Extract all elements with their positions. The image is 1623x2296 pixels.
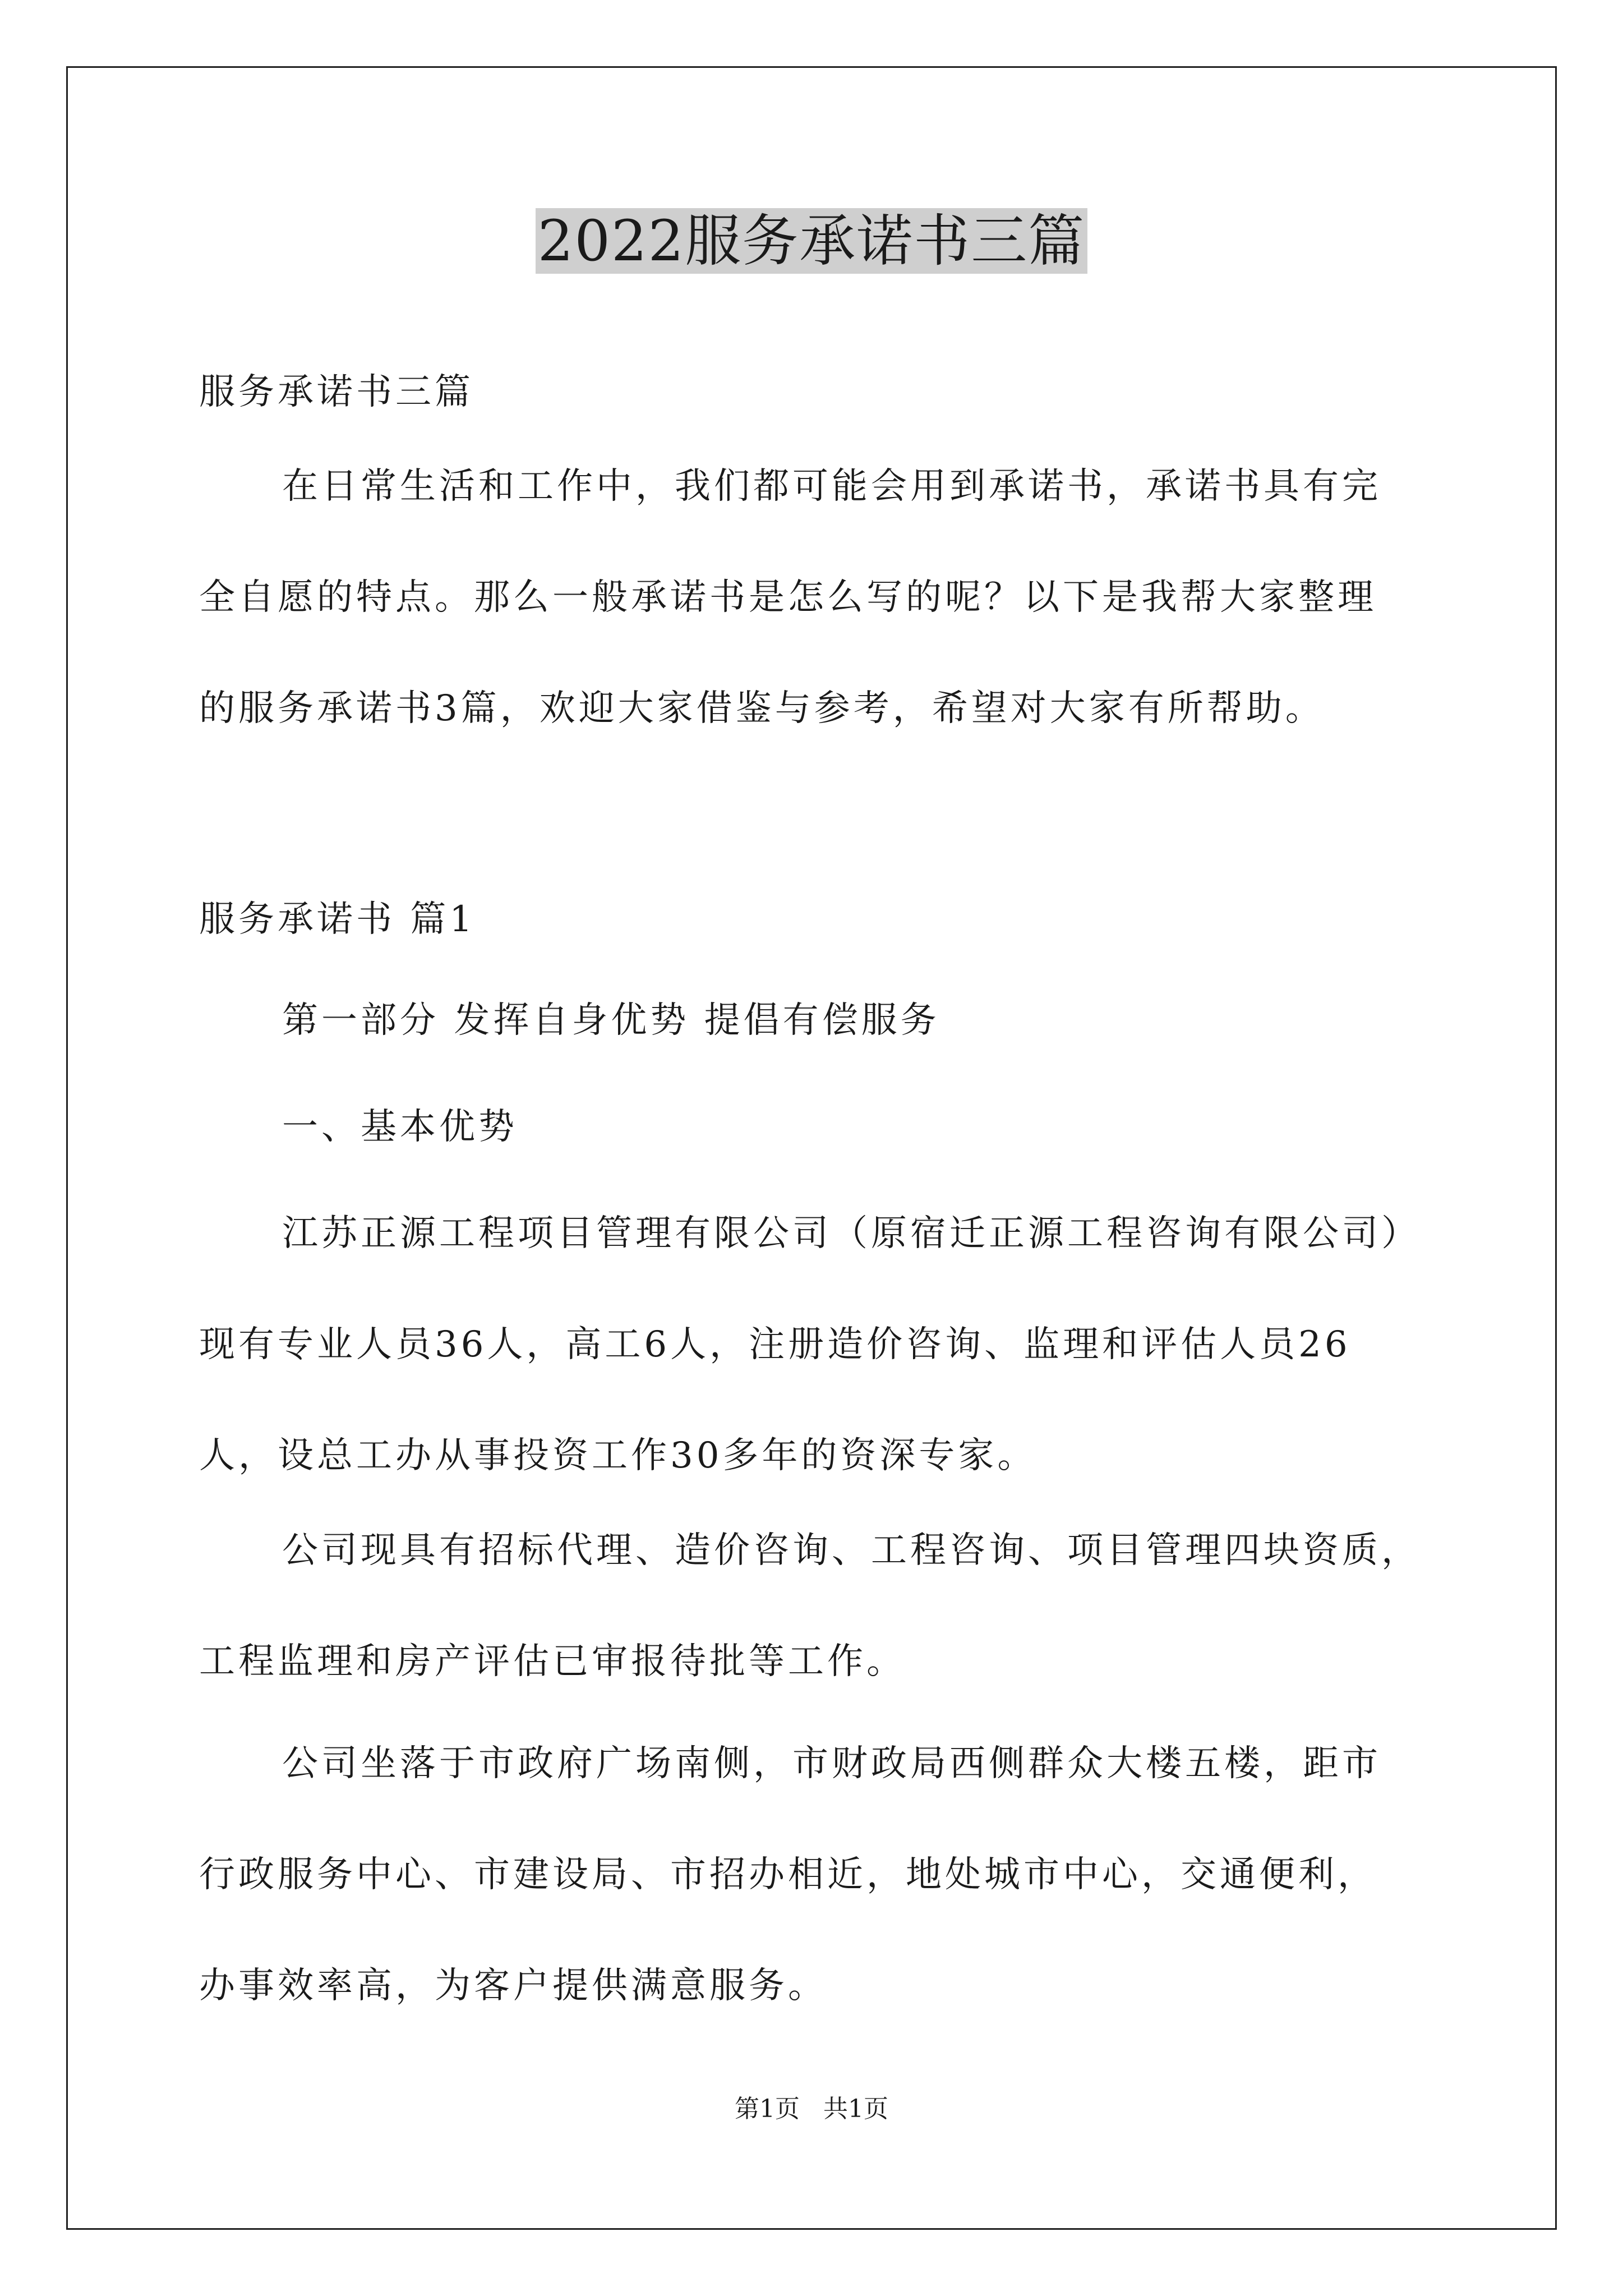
- location-line-1: 公司坐落于市政府广场南侧，市财政局西侧群众大楼五楼，距市: [282, 1743, 1381, 1784]
- document-title-text: 2022服务承诺书三篇: [536, 208, 1088, 274]
- intro-line-1: 在日常生活和工作中，我们都可能会用到承诺书，承诺书具有完: [282, 466, 1381, 507]
- qualification-paragraph: [199, 1495, 1438, 1717]
- company-line-1: 江苏正源工程项目管理有限公司（原宿迁正源工程咨询有限公司）: [282, 1213, 1421, 1254]
- part-heading: 第一部分 发挥自身优势 提倡有偿服务: [282, 1000, 940, 1041]
- company-paragraph: [199, 1178, 1438, 1511]
- intro-line-2: 全自愿的特点。那么一般承诺书是怎么写的呢？以下是我帮大家整理: [199, 577, 1377, 618]
- company-line-2: 现有专业人员36人，高工6人，注册造价咨询、监理和评估人员26: [199, 1324, 1351, 1365]
- subtitle: 服务承诺书三篇: [199, 371, 474, 413]
- section-heading: 服务承诺书 篇1: [199, 899, 476, 940]
- document-title: [0, 199, 1623, 283]
- location-line-3: 办事效率高，为客户提供满意服务。: [199, 1965, 827, 2007]
- intro-line-3: 的服务承诺书3篇，欢迎大家借鉴与参考，希望对大家有所帮助。: [199, 688, 1325, 729]
- subsection-heading: 一、基本优势: [282, 1106, 518, 1148]
- intro-paragraph: [199, 431, 1438, 764]
- qualification-line-1: 公司现具有招标代理、造价咨询、工程咨询、项目管理四块资质，: [282, 1530, 1421, 1571]
- location-paragraph: [199, 1708, 1438, 2041]
- page-footer: 第1页 共1页: [735, 2095, 888, 2123]
- location-line-2: 行政服务中心、市建设局、市招办相近，地处城市中心，交通便利，: [199, 1854, 1377, 1895]
- qualification-line-2: 工程监理和房产评估已审报待批等工作。: [199, 1641, 906, 1682]
- company-line-3: 人，设总工办从事投资工作30多年的资深专家。: [199, 1435, 1037, 1476]
